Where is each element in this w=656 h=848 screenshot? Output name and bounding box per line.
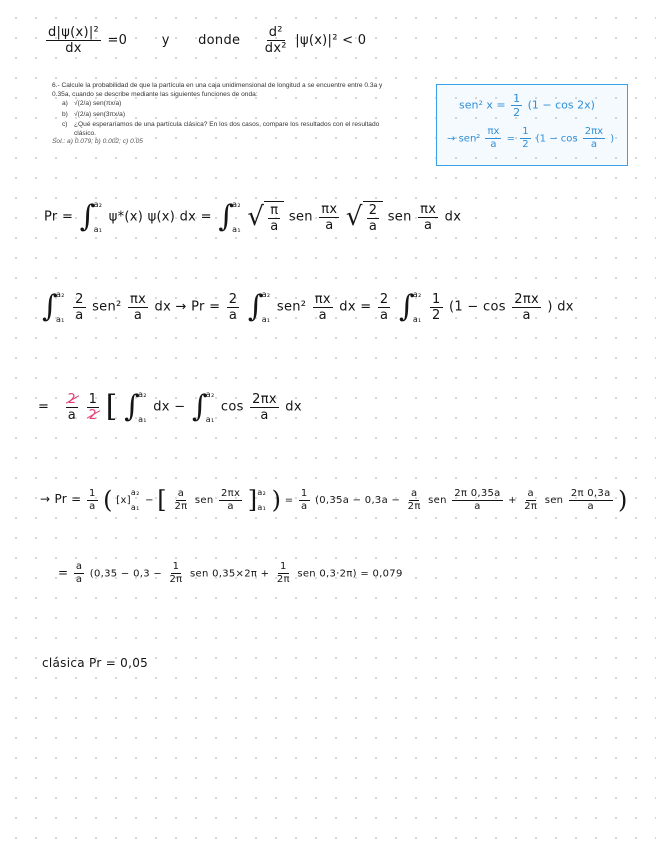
equals: = bbox=[284, 495, 294, 506]
upper-limit: a₂ bbox=[232, 200, 241, 209]
arg-3-num: πx bbox=[129, 291, 147, 307]
plus: + bbox=[508, 495, 517, 506]
identity-2-close: ) bbox=[610, 133, 615, 145]
half-den: 2 bbox=[432, 307, 441, 323]
coef-3-den: a bbox=[380, 307, 389, 323]
second-derivative-numerator: d² bbox=[268, 25, 283, 40]
limits bbox=[131, 488, 140, 512]
sen-squared: sen² bbox=[92, 299, 122, 315]
result-text-1: (0,35 − 0,3 − bbox=[89, 568, 163, 580]
sen-3: sen bbox=[544, 495, 564, 506]
classical-result: clásica Pr = 0,05 bbox=[42, 656, 149, 670]
sen-1: sen bbox=[288, 209, 313, 225]
k2-den: 2π bbox=[276, 574, 290, 585]
a-num: a bbox=[75, 561, 83, 572]
half-num: 1 bbox=[432, 291, 441, 307]
upper-limit: a₂ bbox=[93, 200, 103, 209]
half-cancelled bbox=[87, 393, 100, 422]
identity-2-arg-den: a bbox=[490, 139, 497, 150]
arrow-pr: → Pr = bbox=[40, 492, 82, 506]
integral-6 bbox=[124, 390, 147, 424]
arg-2-den: a bbox=[424, 217, 433, 233]
identity-arrow: → bbox=[447, 133, 456, 145]
integral-sign: ∫ bbox=[42, 289, 58, 324]
minus: − bbox=[145, 495, 154, 506]
identity-2-equals: = bbox=[506, 133, 516, 145]
sqrt-2 bbox=[346, 201, 383, 233]
coef-2-den: a bbox=[301, 500, 308, 512]
k-den: 2π bbox=[174, 500, 188, 512]
eval-limits bbox=[130, 488, 140, 512]
open-paren: ( bbox=[103, 486, 113, 514]
k3 bbox=[522, 489, 539, 512]
evaluation-line bbox=[40, 488, 628, 512]
integral-limits bbox=[413, 290, 422, 324]
coef-cancelled bbox=[66, 393, 79, 422]
identity-2-half-den: 2 bbox=[522, 139, 529, 150]
s3-num: 2π 0,3a bbox=[570, 487, 611, 499]
k2-num: a bbox=[410, 487, 418, 499]
solution-line: Sol.: a) 0.079; b) 0.002; c) 0.05 bbox=[52, 138, 143, 146]
integral-1 bbox=[80, 200, 103, 234]
arg-3 bbox=[128, 293, 148, 322]
cos-post: ) dx bbox=[547, 299, 574, 315]
identity-1-half bbox=[511, 93, 522, 118]
half-num: 1 bbox=[88, 391, 98, 407]
sqrt-1 bbox=[247, 201, 284, 233]
pr-label: Pr = bbox=[44, 209, 74, 225]
coef-2-num: 2 bbox=[228, 291, 238, 307]
option-a-expression: √(2/a) sen(πx/a) bbox=[74, 100, 122, 108]
coef-2-num: 1 bbox=[300, 487, 308, 499]
probability-definition-line bbox=[44, 200, 461, 234]
coef-den: a bbox=[89, 500, 96, 512]
identity-line-1 bbox=[459, 93, 595, 118]
s2-num: 2π 0,35a bbox=[454, 487, 501, 499]
sqrt-2-num: 2 bbox=[368, 203, 378, 218]
derivative-denominator: dx bbox=[65, 41, 82, 56]
result-text-3: sen 0,3·2π) = 0,079 bbox=[297, 568, 403, 580]
limits bbox=[257, 488, 266, 512]
lower-limit: a₁ bbox=[93, 225, 103, 234]
radical-sign: √ bbox=[247, 202, 265, 232]
coef bbox=[87, 489, 98, 512]
identity-2-cos-den: a bbox=[590, 139, 597, 150]
coef-2 bbox=[299, 489, 310, 512]
k2-den: 2π bbox=[407, 500, 421, 512]
problem-statement bbox=[52, 82, 392, 147]
arg-4 bbox=[313, 293, 333, 322]
integral-7 bbox=[192, 390, 215, 424]
identity-box bbox=[436, 84, 628, 166]
option-a-label: a) bbox=[62, 100, 68, 108]
arg-3-den: a bbox=[133, 307, 143, 323]
second-derivative-denominator: dx² bbox=[264, 41, 287, 56]
sen-arg-num: 2πx bbox=[221, 487, 241, 499]
sen-2: sen bbox=[428, 495, 447, 506]
identity-2-half-num: 1 bbox=[522, 126, 529, 137]
k2-num: 1 bbox=[280, 561, 287, 572]
a-den: a bbox=[75, 574, 83, 585]
coef-den: a bbox=[67, 407, 77, 423]
derivative-numerator: d|ψ(x)|² bbox=[48, 25, 100, 40]
integral-limits bbox=[138, 390, 147, 424]
right-bracket: ] bbox=[247, 486, 258, 514]
integral-limits bbox=[232, 200, 241, 234]
option-c-text: ¿Qué esperaríamos de una partícula clásica? En los dos casos, compare los resultados con el resultado clásico. bbox=[74, 121, 380, 137]
sqrt-1-fraction bbox=[268, 204, 280, 233]
cos: cos bbox=[220, 399, 244, 415]
integral-limits bbox=[206, 390, 215, 424]
left-bracket: [ bbox=[157, 486, 167, 514]
identity-1-half-num: 1 bbox=[513, 92, 521, 105]
coef-2 bbox=[227, 293, 240, 322]
lower-limit: a₁ bbox=[130, 503, 140, 512]
simplification-line bbox=[40, 290, 574, 324]
arg-1-den: a bbox=[325, 217, 334, 233]
identity-1-lhs: sen² x = bbox=[459, 98, 506, 112]
equals: = bbox=[58, 565, 69, 580]
close-paren-2: ) bbox=[618, 486, 628, 514]
cos-arg-num: 2πx bbox=[514, 291, 539, 307]
identity-2-arg-num: πx bbox=[487, 126, 500, 137]
upper-limit: a₂ bbox=[412, 290, 422, 299]
coef-2-over-a bbox=[73, 293, 86, 322]
sen-arg-den: a bbox=[227, 500, 234, 512]
upper-limit: a₂ bbox=[257, 488, 267, 497]
classical-result-line bbox=[42, 656, 148, 670]
option-b-expression: √(2/a) sen(3πx/a) bbox=[74, 111, 126, 119]
second-derivative-fraction bbox=[263, 26, 289, 55]
sen-squared-2: sen² bbox=[276, 299, 307, 315]
integrand: ψ*(x) ψ(x) dx = bbox=[108, 209, 212, 225]
k-num: 1 bbox=[172, 561, 180, 572]
cos-arg-den: a bbox=[522, 307, 531, 323]
dx-arrow-pr: dx → Pr = bbox=[154, 299, 221, 315]
dx: dx bbox=[285, 399, 302, 415]
lower-limit: a₁ bbox=[412, 315, 422, 324]
k2 bbox=[275, 562, 292, 585]
identity-line-2 bbox=[447, 127, 614, 150]
sqrt-body bbox=[363, 201, 384, 233]
option-b-label: b) bbox=[62, 111, 68, 119]
split-integral-line bbox=[38, 390, 302, 424]
k3-num: a bbox=[527, 487, 534, 499]
identity-2-arg bbox=[485, 127, 501, 150]
coef-num: 2 bbox=[75, 291, 84, 307]
coef-num: 1 bbox=[88, 487, 96, 499]
problem-intro: 6.- Calcule la probabilidad de que la partícula en una caja unidimensional de longitud a se encuentre entre 0.3a y 0.35a, cuando se describe mediante las siguientes funciones de onda: bbox=[52, 82, 383, 98]
upper-limit: a₂ bbox=[55, 290, 65, 299]
numeric-result-line bbox=[58, 562, 403, 585]
integral-3 bbox=[42, 290, 65, 324]
sqrt-1-num: π bbox=[270, 203, 279, 218]
option-c bbox=[62, 121, 392, 138]
upper-limit: a₂ bbox=[205, 390, 215, 399]
arg-2 bbox=[418, 203, 438, 232]
option-b bbox=[62, 110, 392, 121]
cancelled-two: 2 bbox=[67, 391, 77, 407]
a-over-a bbox=[74, 562, 84, 585]
coef-3-num: 2 bbox=[379, 291, 389, 307]
integral-2 bbox=[218, 200, 241, 234]
bracket-x: [x] bbox=[116, 495, 131, 506]
cos-arg bbox=[250, 393, 279, 422]
arg-4-den: a bbox=[318, 307, 327, 323]
sen: sen bbox=[194, 495, 214, 506]
option-c-label: c) bbox=[62, 121, 68, 129]
identity-2-lhs: sen² bbox=[458, 133, 481, 145]
lower-limit: a₁ bbox=[55, 315, 65, 324]
half bbox=[430, 293, 443, 322]
equals-zero: =0 bbox=[107, 33, 128, 48]
cos-arg-den: a bbox=[260, 407, 269, 423]
cos-arg-num: 2πx bbox=[252, 391, 277, 407]
left-bracket: [ bbox=[105, 389, 118, 424]
s2-den: a bbox=[474, 500, 481, 512]
dx-equals: dx = bbox=[339, 299, 372, 315]
s3-den: a bbox=[587, 500, 594, 512]
close-paren: ) bbox=[271, 486, 282, 514]
arg-1 bbox=[319, 203, 339, 232]
coef-3 bbox=[378, 293, 391, 322]
k-fraction bbox=[172, 489, 189, 512]
lower-limit: a₁ bbox=[205, 415, 215, 424]
k3-den: 2π bbox=[524, 500, 538, 512]
arg-4-num: πx bbox=[314, 291, 331, 307]
k-den: 2π bbox=[169, 574, 183, 585]
identity-2-cos-num: 2πx bbox=[584, 126, 604, 137]
sqrt-2-den: a bbox=[368, 219, 378, 234]
integral-sign: ∫ bbox=[247, 289, 264, 324]
s2 bbox=[452, 489, 502, 512]
identity-1-rhs: (1 − cos 2x) bbox=[527, 98, 595, 112]
k2 bbox=[406, 489, 423, 512]
sqrt-body bbox=[264, 201, 284, 233]
cancelled-two-den: 2 bbox=[88, 407, 98, 423]
upper-limit: a₂ bbox=[138, 390, 147, 399]
rb-limits bbox=[259, 488, 266, 512]
coef-den: a bbox=[75, 307, 84, 323]
sqrt-1-den: a bbox=[270, 219, 279, 234]
integral-sign: ∫ bbox=[398, 289, 415, 324]
radical-sign: √ bbox=[345, 202, 363, 232]
integral-sign: ∫ bbox=[191, 389, 208, 424]
lower-limit: a₁ bbox=[232, 225, 241, 234]
k-num: a bbox=[177, 487, 185, 499]
conjunction-y: y bbox=[161, 33, 170, 48]
dx: dx bbox=[444, 209, 462, 225]
condition-line bbox=[44, 26, 366, 55]
result-text-2: sen 0,35×2π + bbox=[189, 568, 270, 580]
k bbox=[168, 562, 185, 585]
sen-arg bbox=[219, 489, 242, 512]
lower-limit: a₁ bbox=[257, 503, 267, 512]
identity-2-cos-arg bbox=[583, 127, 605, 150]
integral-sign: ∫ bbox=[124, 389, 141, 424]
lower-limit: a₁ bbox=[138, 415, 147, 424]
option-a bbox=[62, 99, 392, 110]
arg-2-num: πx bbox=[420, 201, 437, 217]
upper-limit: a₂ bbox=[261, 290, 271, 299]
arg-1-num: πx bbox=[321, 201, 338, 217]
cos-arg bbox=[512, 293, 541, 322]
paren-text: (0,35a − 0,3a − bbox=[315, 495, 401, 506]
condition-tail: |ψ(x)|² < 0 bbox=[295, 33, 367, 48]
dx-minus: dx − bbox=[153, 399, 186, 415]
integral-4 bbox=[248, 290, 271, 324]
coef-2-den: a bbox=[228, 307, 238, 323]
word-donde: donde bbox=[198, 33, 241, 48]
derivative-fraction bbox=[46, 26, 101, 55]
s3 bbox=[569, 489, 613, 512]
sqrt-2-fraction bbox=[367, 204, 380, 233]
identity-1-half-den: 2 bbox=[513, 106, 521, 119]
cos-pre: (1 − cos bbox=[449, 299, 506, 315]
lower-limit: a₁ bbox=[261, 315, 271, 324]
integral-limits bbox=[56, 290, 65, 324]
integral-5 bbox=[399, 290, 422, 324]
integral-limits bbox=[262, 290, 271, 324]
equals: = bbox=[38, 399, 50, 415]
integral-limits bbox=[94, 200, 103, 234]
identity-2-rhs-pre: (1 − cos bbox=[535, 133, 578, 145]
integral-sign: ∫ bbox=[79, 199, 96, 234]
integral-sign: ∫ bbox=[218, 199, 235, 234]
identity-2-half bbox=[520, 127, 530, 150]
sen-2: sen bbox=[387, 209, 412, 225]
upper-limit: a₂ bbox=[130, 488, 140, 497]
